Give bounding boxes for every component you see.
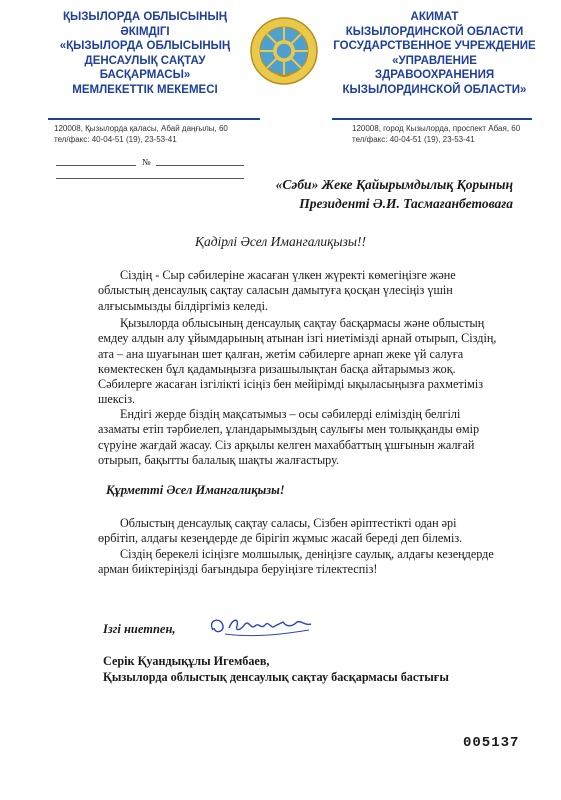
text-line: Қызылорда облысының денсаулық сақтау басқармасы және облыстың (120, 316, 485, 330)
body-paragraph (98, 516, 518, 577)
recipient-line: «Сәби» Жеке Қайырымдылық Қорының (275, 177, 513, 192)
registration-extra-line (56, 178, 244, 179)
address-line: 120008, Қызылорда қаласы, Абай даңғылы, 60 (54, 124, 228, 133)
closing-phrase: Ізгі ниетпен, (103, 622, 176, 636)
text-line: облыстың денсаулық сақтау саласын дамытуға қосқан үлесіңіз үшін (98, 283, 453, 298)
header-divider-right (332, 118, 532, 120)
body-paragraph (98, 407, 518, 468)
signer-block (103, 653, 449, 685)
signer-name: Серік Қуандықұлы Игембаев, (103, 654, 270, 668)
text-line: азаматы етіп тәрбиелеп, ұландарымыздың саулығы мен толыққанды өмір (98, 422, 480, 437)
header-line: «ҚЫЗЫЛОРДА ОБЛЫСЫНЫҢ (59, 40, 231, 52)
header-line: ДЕНСАУЛЫҚ САҚТАУ (84, 54, 206, 67)
header-line: МЕМЛЕКЕТТІК МЕКЕМЕСІ (72, 83, 218, 96)
signer-title: Қызылорда облыстық денсаулық сақтау басқармасы бастығы (103, 670, 449, 684)
state-emblem-icon (249, 16, 319, 86)
text-line: көмектескен бұл қадамыңызға ризашылықтан басқа айтарымыз жоқ. (98, 361, 456, 376)
text-line: алғысымызды білдіргіміз келеді. (98, 298, 268, 313)
text-line: шексіз. (98, 392, 136, 407)
text-line: отырып, бақытты балалық шақты жалғастыру. (98, 452, 339, 467)
text-line: Ендігі жерде біздің мақсатымыз – осы сәбилерді еліміздің белгілі (120, 407, 461, 421)
text-line: Сіздің берекелі ісіңізге молшылық, деніңізге саулық, алдағы кезеңдерде (120, 546, 494, 561)
text-line: емдеу алдын алу ұйымдарының атынан ізгі ниетімізді арнай отырып, Сіздің, (98, 331, 497, 346)
header-right-org (322, 10, 547, 97)
body-paragraph (98, 316, 518, 408)
header-line: ГОСУДАРСТВЕННОЕ УЧРЕЖДЕНИЕ (333, 40, 536, 52)
registration-date-line (56, 165, 136, 166)
header-line: КЫЗЫЛОРДИНСКОЙ ОБЛАСТИ» (342, 83, 527, 96)
recipient-block (276, 175, 513, 213)
header-line: ӘКІМДІГІ (120, 25, 170, 38)
document-serial-number: 005137 (463, 735, 520, 751)
header-line: ЗДРАВООХРАНЕНИЯ (374, 69, 495, 81)
address-line: тел/факс: 40-04-51 (19), 23-53-41 (352, 135, 475, 144)
second-greeting: Құрметті Әсел Имангалиқызы! (106, 483, 285, 497)
header-line: БАСҚАРМАСЫ» (99, 69, 191, 81)
address-right (352, 123, 520, 145)
recipient-line: Президенті Ә.И. Тасмағанбетоваға (299, 196, 513, 211)
registration-number-line (156, 165, 244, 166)
header-divider-left (48, 118, 260, 120)
text-line: арман биіктеріңізді бағындыра беруіңізге тілектеспіз! (98, 561, 378, 576)
address-line: тел/факс: 40-04-51 (19), 23-53-41 (54, 135, 177, 144)
greeting: Қадірлі Әсел Имангалиқызы!! (195, 234, 366, 249)
header-line: «УПРАВЛЕНИЕ (392, 54, 477, 67)
registration-number-label: № (142, 157, 151, 167)
text-line: ата – ана шуағынан шет қалған, жетім сәбилерге арнап жеке үй салуға (98, 346, 464, 361)
handwritten-signature (205, 612, 315, 640)
header-left-org (45, 10, 245, 97)
text-line: Сіздің - Сыр сәбилеріне жасаған үлкен жүректі көмегіңізге және (120, 268, 456, 282)
body-paragraph (98, 268, 518, 314)
text-line: сүруіне жағдай жасау. Сіз арқылы келген махаббаттың ұшғынын жалғай (98, 437, 475, 452)
text-line: Сәбилерге жасаған ізгілікті ісіңіз бен мейірімді ықыласыңызға рахметіміз (98, 377, 484, 392)
text-line: өрбітіп, алдағы кезеңдерде де бірігіп жұмыс жасай береді деп білеміз. (98, 531, 463, 546)
address-left (54, 123, 228, 145)
header-line: ҚЫЗЫЛОРДА ОБЛЫСЫНЫҢ (62, 11, 228, 23)
address-line: 120008, город Кызылорда, проспект Абая, 60 (352, 124, 521, 133)
header-line: КЫЗЫЛОРДИНСКОЙ ОБЛАСТИ (345, 25, 524, 38)
text-line: Облыстың денсаулық сақтау саласы, Сізбен әріптестікті одан әрі (120, 516, 457, 530)
header-line: АКИМАТ (410, 11, 459, 23)
